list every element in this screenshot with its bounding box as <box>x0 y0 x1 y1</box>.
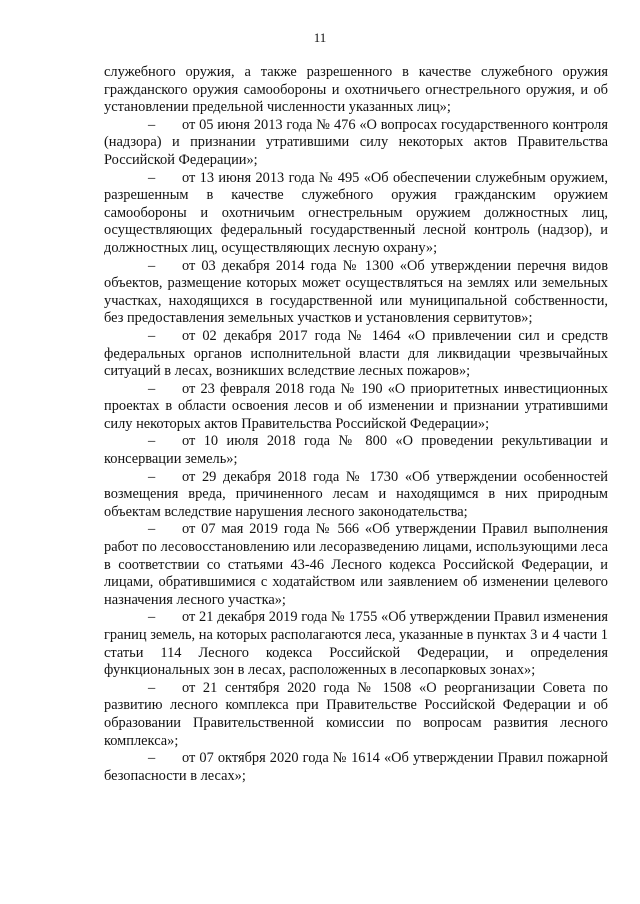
list-item <box>104 750 608 785</box>
list-item <box>104 433 608 468</box>
list-dash: – <box>148 521 156 538</box>
paragraph-text: служебного оружия, а также разрешенного в качестве служебного оружия гражданского оружия самообороны и охотничьего огнестрельного оружия, и об установлении предельной численности указанных лиц»; <box>104 64 608 116</box>
paragraph-text: от 23 февраля 2018 года № 190 «О приоритетных инвестиционных проектах в области освоения лесов и об изменении и признании утратившими силу некоторых актов Правительства Российской Федерации»; <box>104 380 608 432</box>
paragraph-text: от 02 декабря 2017 года № 1464 «О привлечении сил и средств федеральных органов исполнительной власти для ликвидации чрезвычайных ситуаций в лесах, возникших вследствие лесных пожаров»; <box>104 327 608 380</box>
list-item <box>104 521 608 609</box>
paragraph-text: от 29 декабря 2018 года № 1730 «Об утверждении особенностей возмещения вреда, причиненного лесам и находящимся в них природным объектам вследствие нарушения лесного законодательства; <box>104 468 608 520</box>
list-item <box>104 381 608 434</box>
list-item <box>104 680 608 750</box>
paragraph-text: от 03 декабря 2014 года № 1300 «Об утверждении перечня видов объектов, размещение которых может осуществляться на землях или земельных участках, находящихся в государственной или муниципальной собственности, без предоставления земельных участков и установления сервитутов»; <box>104 257 608 327</box>
document-body <box>104 64 608 785</box>
list-item <box>104 117 608 170</box>
list-dash: – <box>148 750 156 767</box>
list-item <box>104 609 608 679</box>
list-item <box>104 258 608 328</box>
paragraph-text: от 21 сентября 2020 года № 1508 «О реорганизации Совета по развитию лесного комплекса при Правительстве Российской Федерации и об образовании Правительственной комиссии по вопросам развития лесного комплекса»; <box>104 679 608 749</box>
page-number: 11 <box>313 30 327 45</box>
list-item <box>104 170 608 258</box>
list-dash: – <box>148 327 156 344</box>
list-dash: – <box>148 257 156 274</box>
paragraph-text: от 10 июля 2018 года № 800 «О проведении рекультивации и консервации земель»; <box>104 433 608 468</box>
list-item <box>104 328 608 381</box>
list-dash: – <box>148 609 156 626</box>
paragraph-text: от 07 мая 2019 года № 566 «Об утверждении Правил выполнения работ по лесовосстановлению или лесоразведению лицами, использующими леса в соответствии со статьями 43-46 Лесного кодекса Российской Федерации, и лицами, обратившимися с ходатайством или заявлением об изменении целевого назначения лесного участка»; <box>104 521 608 608</box>
list-dash: – <box>148 433 156 450</box>
list-dash: – <box>148 679 156 696</box>
list-item <box>104 469 608 522</box>
paragraph-text: от 07 октября 2020 года № 1614 «Об утверждении Правил пожарной безопасности в лесах»; <box>104 750 608 784</box>
list-dash: – <box>148 116 156 133</box>
paragraph-text: от 13 июня 2013 года № 495 «Об обеспечении служебным оружием, разрешенным в качестве служебного оружия гражданским оружием самообороны и охотничьим огнестрельным оружием должностных лиц, осуществляющих федеральный государственный лесной контроль (надзор), и должностных лиц, осуществляющих лесную охрану»; <box>104 169 608 256</box>
paragraph-continuation <box>104 64 608 117</box>
list-dash: – <box>148 380 156 397</box>
list-dash: – <box>148 468 156 485</box>
paragraph-text: от 05 июня 2013 года № 476 «О вопросах государственного контроля (надзора) и признании утратившими силу некоторых актов Правительства Российской Федерации»; <box>104 116 608 168</box>
list-dash: – <box>148 169 156 186</box>
paragraph-text: от 21 декабря 2019 года № 1755 «Об утверждении Правил изменения границ земель, на которых располагаются леса, указанные в пунктах 3 и 4 части 1 статьи 114 Лесного кодекса Российской Федерации, и определения функциональных зон в лесах, расположенных в лесопарковых зонах»; <box>104 609 608 679</box>
